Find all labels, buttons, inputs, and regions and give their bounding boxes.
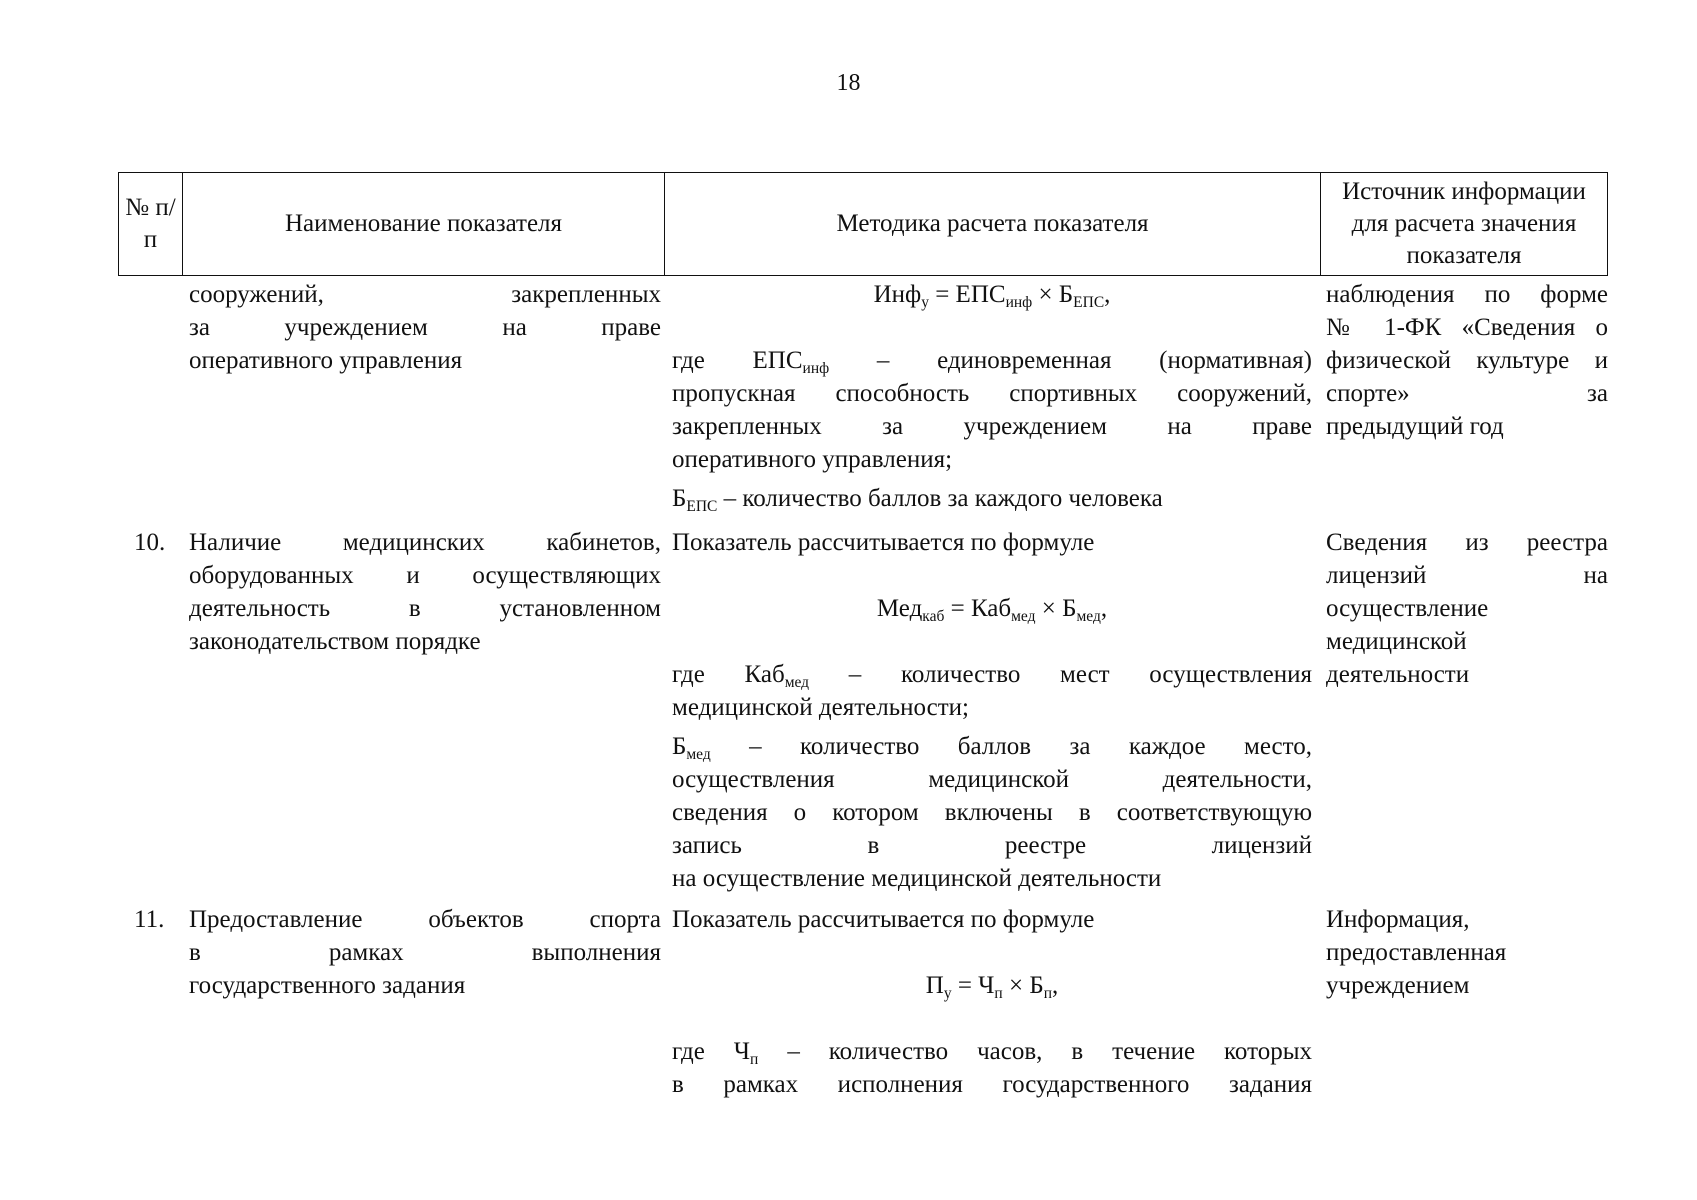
- formula-med: $Мед_{каб} = Каб_{мед} \times Б_{мед}$,: [876, 595, 1108, 625]
- formula-p: $П_у = Ч_п \times Б_п$,: [925, 972, 1059, 1002]
- row-11-intro: Показатель рассчитывается по формуле: [672, 906, 1095, 933]
- formula-inf-where-eps: где $ЕПС_{инф}$ – единовременная (нормативная) пропускная способность спортивных сооружений, закрепленных за учреждением на праве: [672, 347, 1313, 440]
- header-information-source: Источник информации для расчета значения показателя: [1342, 178, 1586, 269]
- formula-inf-where-b: $Б_{ЕПС}$ – количество баллов за каждого человека: [672, 485, 1163, 515]
- table-header: [118, 172, 1608, 276]
- row-cont-name-last: оперативного управления: [189, 347, 463, 374]
- row-10-name-last: законодательством порядке: [189, 628, 481, 655]
- row-11-number: 11.: [134, 906, 165, 933]
- row-10-intro: Показатель рассчитывается по формуле: [672, 529, 1095, 556]
- row-10-number: 10.: [134, 529, 166, 556]
- row-11-name-last: государственного задания: [189, 972, 466, 999]
- formula-inf: $Инф_у = ЕПС_{инф} \times Б_{ЕПС}$,: [873, 281, 1111, 311]
- row-cont-name: сооружений, закрепленных за учреждением на праве: [189, 281, 661, 341]
- header-number-column: № п/п: [119, 173, 183, 275]
- row-11-name: Предоставление объектов спорта в рамках выполнения: [189, 906, 661, 966]
- row-10-source: Сведения из реестра лицензий на: [1326, 529, 1608, 589]
- header-indicator-name: Наименование показателя: [183, 173, 665, 275]
- row-11-source: Информация, предоставленная учреждением: [1326, 906, 1507, 999]
- row-10-name: Наличие медицинских кабинетов, оборудованных и осуществляющих деятельность в установленном: [189, 529, 661, 622]
- row-cont-source-last: предыдущий год: [1326, 413, 1504, 440]
- page-number: 18: [836, 70, 861, 96]
- formula-inf-where-eps-end: оперативного управления;: [672, 446, 953, 473]
- row-10-source-last: осуществление медицинской деятельности: [1326, 595, 1489, 688]
- row-cont-source: наблюдения по форме № 1-ФК «Сведения о физической культуре и спорте» за: [1326, 281, 1608, 407]
- header-calculation-method: Методика расчета показателя: [665, 173, 1321, 275]
- formula-med-where-kab: где Каб$_{мед}$ – количество мест осуществления: [672, 661, 1312, 691]
- formula-med-where-b: $Б_{мед}$ – количество баллов за каждое место, осуществления медицинской деятельности, сведения о котором включены в соответствующую запись в реестре лицензий: [672, 733, 1312, 859]
- formula-med-where-b-end: на осуществление медицинской деятельности: [672, 865, 1162, 892]
- formula-p-where-ch: где $Ч_п$ – количество часов, в течение которых в рамках исполнения государственного задания: [672, 1038, 1312, 1098]
- formula-med-where-kab-end: медицинской деятельности;: [672, 694, 969, 721]
